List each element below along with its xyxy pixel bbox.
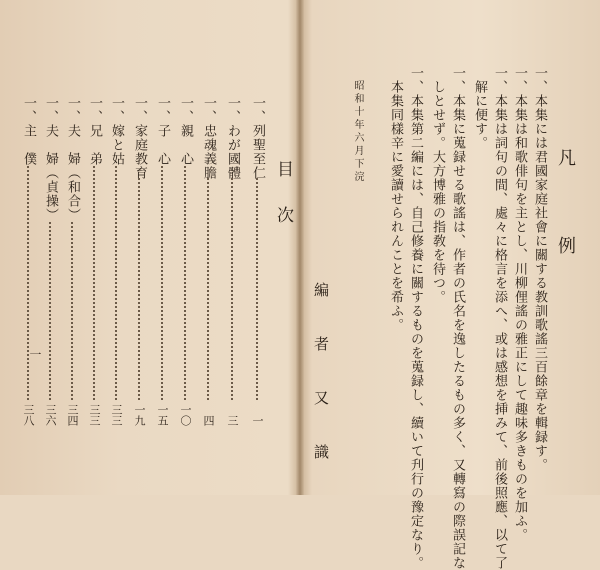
- toc-leader-dots: [184, 166, 186, 400]
- toc-leader-dots: [161, 166, 163, 400]
- toc-leader-dots: [49, 222, 51, 400]
- toc-entry: [249, 96, 265, 426]
- toc-leader-dots: [115, 166, 117, 400]
- toc-entry: [200, 96, 216, 426]
- preface-line: 本集同樣辛に愛讀せられんことを希ふ。: [388, 80, 403, 332]
- toc-entry-title: 一、家庭教育: [132, 96, 147, 180]
- toc-leader-dots: [231, 178, 233, 400]
- toc-leader-dots: [138, 178, 140, 400]
- toc-entry-title: 一、子 心: [155, 96, 170, 166]
- preface-line: しとせず。大方博雅の指敎を待つ。: [430, 80, 445, 304]
- preface-line: 一、本集には君國家庭社會に關する教訓歌謠三百餘章を輯録す。: [532, 66, 547, 472]
- preface-line: 一、本集に蒐録せる歌謠は、作者の氏名を逸したるもの多く、又轉寫の際誤記な: [450, 66, 465, 570]
- toc-entry-page: 三三: [88, 404, 101, 426]
- toc-entry: [108, 96, 124, 426]
- preface-line: 一、本集第二編には、自己修養に關するものを蒐録し、續いて刋行の豫定なり。: [408, 66, 423, 570]
- toc-entry: [86, 96, 102, 426]
- toc-entry-page: 三八: [22, 404, 35, 426]
- toc-entry-title: 一、夫 婦（和合）: [65, 96, 80, 222]
- toc-entry-title: 一、列聖至仁: [250, 96, 265, 180]
- toc-entry: [154, 96, 170, 426]
- toc-leader-dots: [71, 222, 73, 400]
- toc-entry-page: 一五: [156, 404, 169, 426]
- toc-entry: [131, 96, 147, 426]
- preface-date: 昭和十年六月下浣: [352, 80, 363, 184]
- toc-entry-page: 三四: [66, 404, 79, 426]
- toc-entry: [42, 96, 58, 426]
- toc-entry-title: 一、わが國體: [225, 96, 240, 180]
- toc-entry-title: 一、夫 婦（貞操）: [43, 96, 58, 222]
- preface-heading: 凡 例: [555, 148, 576, 280]
- toc-leader-dots: [256, 178, 258, 400]
- toc-entry-title: 一、親 心: [178, 96, 193, 166]
- toc-leader-dots: [93, 166, 95, 400]
- preface-line: 一、本集は詞句の間、處々に格言を添へ、或は感想を挿みて、前後照應、以て了: [492, 66, 507, 570]
- preface-page: [302, 0, 600, 570]
- toc-entry: [177, 96, 193, 426]
- toc-entry-page: 三六: [44, 404, 57, 426]
- toc-entry-page: 一: [251, 415, 264, 426]
- toc-leader-dots: [27, 166, 29, 400]
- editor-signature: 編 者 又 識: [312, 282, 330, 471]
- preface-line: 一、本集は和歌俳句を主とし、川柳俚謠の雅正にして趣味多きものを加ふ。: [512, 66, 527, 542]
- toc-entry-title: 一、嫁と姑: [109, 96, 124, 166]
- toc-entry-page: 三: [226, 415, 239, 426]
- toc-entry-page: 四: [202, 415, 215, 426]
- page-folio: 一: [28, 348, 42, 361]
- toc-entry: [64, 96, 80, 426]
- toc-page: [0, 0, 298, 495]
- toc-entry: [224, 96, 240, 426]
- toc-entry-page: 一〇: [179, 404, 192, 426]
- toc-entry-title: 一、主 僕: [21, 96, 36, 166]
- toc-entry-page: 三三: [110, 404, 123, 426]
- toc-leader-dots: [207, 178, 209, 400]
- toc-entry-title: 一、兄 弟: [87, 96, 102, 166]
- toc-entry-page: 一九: [133, 404, 146, 426]
- toc-entry: [20, 96, 36, 426]
- preface-line: 解に便す。: [472, 80, 487, 150]
- toc-heading: 目 次: [273, 160, 293, 229]
- toc-entry-title: 一、忠魂義膽: [201, 96, 216, 180]
